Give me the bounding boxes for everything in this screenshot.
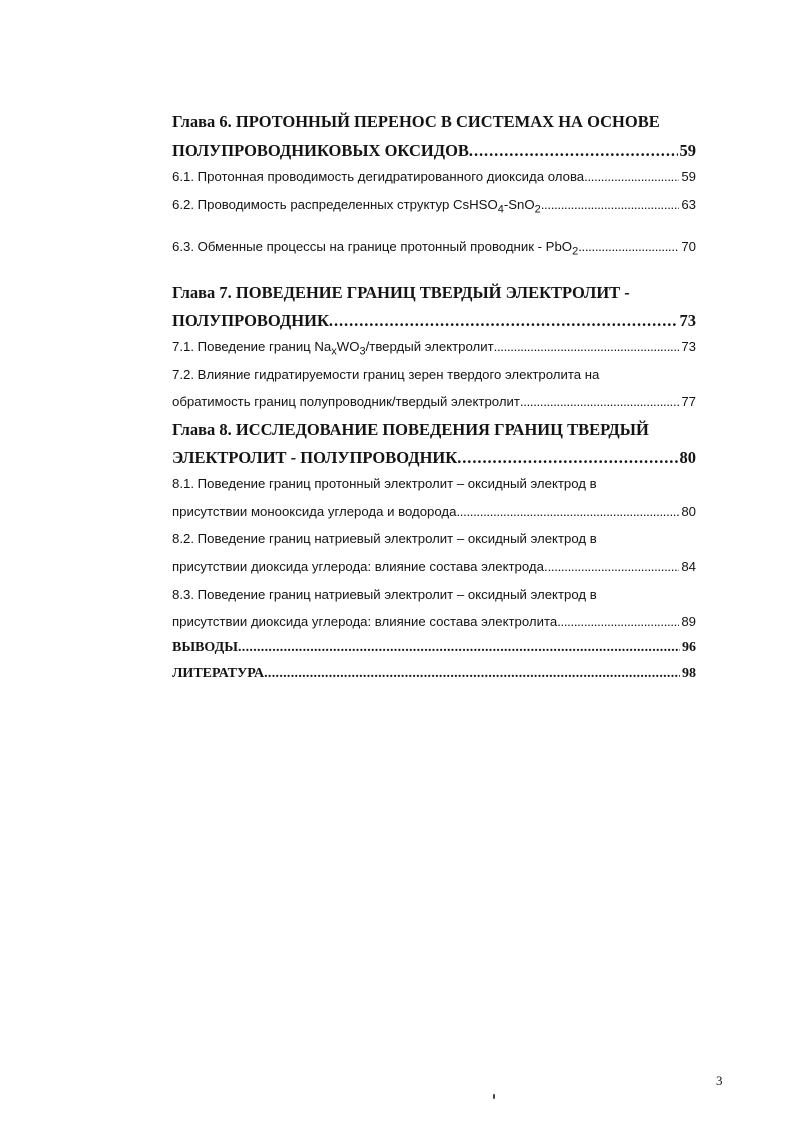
dot-leader [264, 666, 680, 682]
section-8-3-line2: присутствии диоксида углерода: влияние состава электролита . . . 89 [172, 614, 696, 629]
dot-leader [557, 614, 679, 629]
page-number: 3 [716, 1073, 723, 1088]
scan-speck [493, 1094, 495, 1099]
section-6-3-page: 70 [681, 239, 696, 254]
chapter-6-page: 59 [679, 141, 696, 160]
dot-leader [494, 339, 680, 354]
section-6-3: 6.3. Обменные процессы на границе протонный проводник - PbO$_2$ . . . 70 [172, 239, 696, 258]
section-8-3-line1: 8.3. Поведение границ натриевый электролит – оксидный электрод в [172, 587, 597, 602]
dot-leader [329, 311, 678, 331]
dot-leader [469, 141, 678, 161]
dot-leader [578, 239, 679, 254]
section-8-1-line1: 8.1. Поведение границ протонный электролит – оксидный электрод в [172, 476, 597, 491]
dot-leader [520, 394, 679, 409]
section-7-2-line1: 7.2. Влияние гидратируемости границ зерен твердого электролита на [172, 367, 600, 382]
chapter-7-title-line2: ПОЛУПРОВОДНИК . . . 73 [172, 311, 696, 331]
dot-leader [456, 504, 679, 519]
conclusions-entry: ВЫВОДЫ . . . 96 [172, 640, 696, 656]
section-8-2-page: 84 [681, 559, 696, 574]
section-8-1-page: 80 [681, 504, 696, 519]
dot-leader [548, 559, 680, 574]
section-6-2-page: 63 [681, 197, 696, 212]
section-8-2-line1: 8.2. Поведение границ натриевый электролит – оксидный электрод в [172, 531, 597, 546]
chapter-8-title-line2: ЭЛЕКТРОЛИТ - ПОЛУПРОВОДНИК . . . 80 [172, 448, 696, 468]
literature-page: 98 [682, 666, 696, 681]
chapter-8-page: 80 [679, 448, 696, 467]
chapter-7-title-line1: Глава 7. ПОВЕДЕНИЕ ГРАНИЦ ТВЕРДЫЙ ЭЛЕКТРОЛИТ - [172, 283, 630, 302]
chapter-7-page: 73 [679, 311, 696, 330]
conclusions-page: 96 [682, 640, 696, 655]
section-6-1-page: 59 [681, 169, 696, 184]
dot-leader [584, 169, 679, 184]
literature-entry: ЛИТЕРАТУРА . . . 98 [172, 666, 696, 682]
dot-leader [457, 448, 677, 468]
dot-leader [238, 640, 680, 656]
section-7-1: 7.1. Поведение границ $Na_xWO_3$/твердый электролит . . . 73 [172, 339, 696, 358]
section-8-2-line2: присутствии диоксида углерода: влияние состава электрода. . . . 84 [172, 559, 696, 574]
section-7-2-page: 77 [681, 394, 696, 409]
chapter-6-title-line2: ПОЛУПРОВОДНИКОВЫХ ОКСИДОВ . . . 59 [172, 141, 696, 161]
section-8-1-line2: присутствии монооксида углерода и водорода . . . 80 [172, 504, 696, 519]
section-6-2: 6.2. Проводимость распределенных структур CsHSO$_4$-SnO$_2$ . . . 63 [172, 197, 696, 216]
section-7-2-line2: обратимость границ полупроводник/твердый электролит . . . 77 [172, 394, 696, 409]
chapter-6-title-line1: Глава 6. ПРОТОННЫЙ ПЕРЕНОС В СИСТЕМАХ НА ОСНОВЕ [172, 112, 660, 131]
section-7-1-page: 73 [681, 339, 696, 354]
section-6-1: 6.1. Протонная проводимость дегидратированного диоксида олова . . . 59 [172, 169, 696, 184]
section-8-3-page: 89 [681, 614, 696, 629]
chapter-8-title-line1: Глава 8. ИССЛЕДОВАНИЕ ПОВЕДЕНИЯ ГРАНИЦ ТВЕРДЫЙ [172, 420, 649, 439]
dot-leader [541, 197, 680, 212]
